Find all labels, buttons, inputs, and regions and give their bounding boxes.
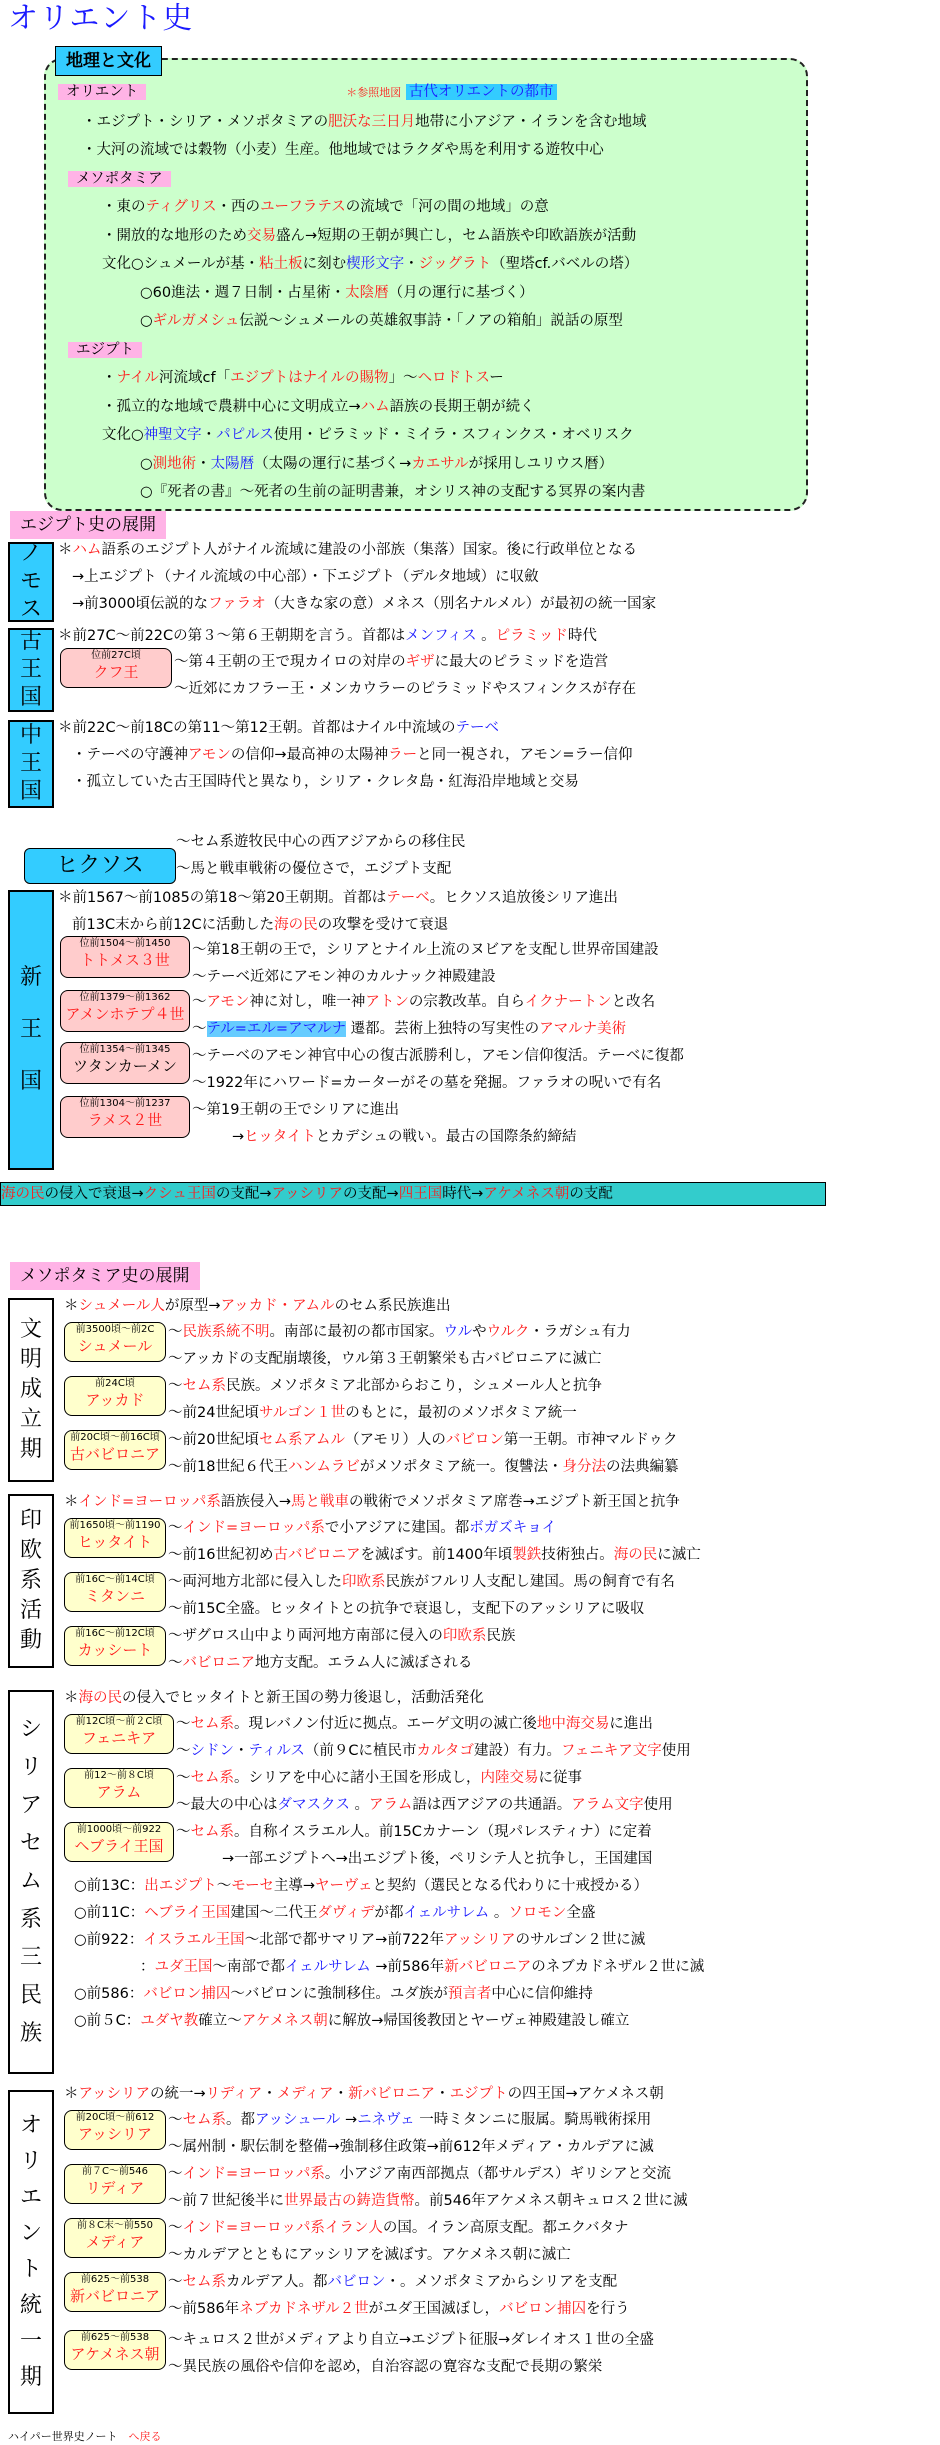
- text-line: ～テーベのアモン神官中心の復古派勝利し，アモン信仰復活。テーベに復都: [192, 1048, 684, 1064]
- pharaoh-box: 位前27C頃 クフ王: [60, 648, 172, 688]
- footer: [8, 2428, 161, 2444]
- text-line: ～セム系遊牧民中心の西アジアからの移住民: [176, 834, 466, 850]
- people-box: 前12～前８C頃 アラム: [64, 1768, 174, 1808]
- text-line: ・開放的な地形のため交易盛ん→短期の王朝が興亡し，セム語族や印欧語族が活動: [102, 227, 637, 244]
- text-line: ～前24世紀頃サルゴン１世のもとに，最初のメソポタミア統一: [168, 1405, 577, 1421]
- text-line: ～第18王朝の王で，シリアとナイル上流のヌビアを支配し世界帝国建設: [192, 942, 659, 958]
- people-box: 前1650頃～前1190 ヒッタイト: [64, 1518, 166, 1558]
- text-line: ：ユダ王国～南部で都イェルサレム →前586年新バビロニアのネブカドネザル２世に滅: [140, 1959, 705, 1975]
- text-line: ～最大の中心はダマスクス 。アラム語は西アジアの共通語。アラム文字使用: [176, 1797, 673, 1813]
- text-line: ＊前22C～前18Cの第11～第12王朝。首都はナイル中流域のテーベ: [58, 720, 500, 736]
- text-line: ～セム系。都アッシュール →ニネヴェ 一時ミタンニに服属。騎馬戦術採用: [168, 2112, 652, 2128]
- people-box: 前1000頃～前922 ヘブライ王国: [64, 1822, 174, 1862]
- orient-line-1: [58, 78, 647, 108]
- text-line: ～前20世紀頃セム系アムル（アモリ）人のバビロン第一王朝。市神マルドゥク: [168, 1432, 678, 1448]
- block-orient-unification: オ リ エ ン ト 統 一 期: [8, 2090, 54, 2414]
- text-line: ・エジプト・シリア・メソポタミアの肥沃な三日月地帯に小アジア・イランを含む地域: [82, 113, 647, 130]
- map-note: ＊参照地図: [346, 86, 402, 99]
- text-line: ＊インド=ヨーロッパ系語族侵入→馬と戦車の戦術でメソポタミア席巻→エジプト新王国と抗争: [64, 1494, 680, 1510]
- text-line: ～シドン・ティルス（前９Cに植民市カルタゴ建設）有力。フェニキア文字使用: [176, 1743, 691, 1759]
- text-line: ・東のティグリス・西のユーフラテスの流域で「河の間の地域」の意: [102, 199, 549, 215]
- mesopotamia-label: メソポタミア: [68, 171, 171, 187]
- text-line: ～インド=ヨーロッパ系イラン人の国。イラン高原支配。都エクバタナ: [168, 2220, 629, 2236]
- page-title: オリエント史: [8, 1, 194, 36]
- footer-site-name: ハイパー世界史ノート: [8, 2430, 118, 2443]
- text-line: ・ナイル河流域cf「エジプトはナイルの賜物」～ヘロドトスー: [102, 370, 504, 386]
- text-line: [58, 336, 647, 365]
- text-line: ～前15C全盛。ヒッタイトとの抗争で衰退し，支配下のアッシリアに吸収: [168, 1601, 645, 1617]
- text-line: ～セム系。シリアを中心に諸小王国を形成し，内陸交易に従事: [176, 1770, 582, 1786]
- orient-label: オリエント: [58, 84, 146, 100]
- text-line: ～アッカドの支配崩壊後，ウル第３王朝繁栄も古バビロニアに滅亡: [168, 1351, 602, 1367]
- text-line: ～セム系カルデア人。都バビロン・。メソポタミアからシリアを支配: [168, 2274, 618, 2290]
- middle-kingdom-label: 中 王 国: [8, 720, 54, 808]
- text-line: ～第19王朝の王でシリアに進出: [192, 1102, 399, 1118]
- people-box: 前20C頃～前16C頃 古バビロニア: [64, 1430, 166, 1470]
- text-line: ・孤立していた古王国時代と異なり，シリア・クレタ島・紅海沿岸地域と交易: [72, 774, 579, 790]
- egypt-history-heading: エジプト史の展開: [10, 511, 166, 539]
- text-line: ～前16世紀初め古バビロニアを滅ぼす。前1400年頃製鉄技術独占。海の民に滅亡: [168, 1547, 701, 1563]
- people-box: 前16C～前14C頃 ミタンニ: [64, 1572, 166, 1612]
- text-line: 前13C末から前12Cに活動した海の民の攻撃を受けて衰退: [72, 917, 449, 933]
- geography-tag: 地理と文化: [55, 46, 162, 76]
- people-box: 前12C頃～前２C頃 フェニキア: [64, 1714, 174, 1754]
- text-line: ～セム系民族。メソポタミア北部からおこり，シュメール人と抗争: [168, 1378, 602, 1394]
- text-line: 文化○神聖文字・パピルス使用・ピラミッド・ミイラ・スフィンクス・オベリスク: [102, 427, 634, 443]
- text-line: ～セム系。現レバノン付近に拠点。エーゲ文明の滅亡後地中海交易に進出: [176, 1716, 653, 1732]
- egypt-summary-bar: 海の民の侵入で衰退→クシュ王国の支配→アッシリアの支配→四王国時代→アケメネス朝の支配: [0, 1182, 826, 1206]
- text-line: ～インド=ヨーロッパ系。小アジア南西部拠点（都サルデス）ギリシアと交流: [168, 2166, 671, 2182]
- people-box: 前７C～前546 リディア: [64, 2164, 166, 2204]
- mesopotamia-history-heading: メソポタミア史の展開: [10, 1262, 200, 1290]
- text-line: ・孤立的な地域で農耕中心に文明成立→ハム語族の長期王朝が続く: [102, 398, 535, 415]
- block-civilization: 文 明 成 立 期: [8, 1298, 54, 1482]
- text-line: ＊アッシリアの統一→リディア・メディア・新バビロニア・エジプトの四王国→アケメネス朝: [64, 2086, 664, 2102]
- text-line: ～カルデアとともにアッシリアを滅ぼす。アケメネス朝に滅亡: [168, 2247, 571, 2263]
- text-line: ・テーベの守護神アモンの信仰→最高神の太陽神ラーと同一視され，アモン=ラー信仰: [72, 747, 633, 763]
- text-line: ～近郊にカフラー王・メンカウラーのピラミッドやスフィンクスが存在: [174, 681, 637, 697]
- text-line: ＊海の民の侵入でヒッタイトと新王国の勢力後退し，活動活発化: [64, 1690, 484, 1706]
- text-line: ・大河の流域では穀物（小麦）生産。他地域ではラクダや馬を利用する遊牧中心: [82, 142, 604, 158]
- pharaoh-box: 位前1354～前1345 ツタンカーメン: [60, 1042, 190, 1084]
- text-line: ～馬と戦車戦術の優位さで，エジプト支配: [176, 861, 452, 877]
- text-line: ～前586年ネブカドネザル２世がユダ王国滅ぼし，バビロン捕囚を行う: [168, 2301, 630, 2317]
- pharaoh-box: 位前1379～前1362 アメンホテプ４世: [60, 990, 190, 1032]
- text-line: ～第４王朝の王で現カイロの対岸のギザに最大のピラミッドを造営: [174, 654, 609, 670]
- people-box: 前24C頃 アッカド: [64, 1376, 166, 1416]
- pharaoh-box: 位前1304～前1237 ラメス２世: [60, 1096, 190, 1138]
- orient-map-link[interactable]: 古代オリエントの都市: [406, 84, 557, 100]
- people-box: 前８C末～前550 メディア: [64, 2218, 166, 2258]
- egypt-label: エジプト: [68, 342, 142, 358]
- pharaoh-box: 位前1504～前1450 トトメス３世: [60, 936, 190, 978]
- text-line: ＊前27C～前22Cの第３～第６王朝期を言う。首都はメンフィス 。ピラミッド時代: [58, 628, 597, 644]
- text-line: ～テル=エル=アマルナ 遷都。芸術上独特の写実性のアマルナ美術: [192, 1021, 627, 1037]
- text-line: ～異民族の風俗や信仰を認め，自治容認の寛容な支配で長期の繁栄: [168, 2359, 603, 2375]
- block-syria-semitic: シ リ ア セ ム 系 三 民 族: [8, 1690, 54, 2074]
- text-line: ～バビロニア地方支配。エラム人に滅ぼされる: [168, 1655, 473, 1671]
- people-box: 前16C～前12C頃 カッシート: [64, 1626, 166, 1666]
- people-box: 前625～前538 新バビロニア: [64, 2272, 166, 2312]
- text-line: ＊ハム語系のエジプト人がナイル流域に建設の小部族（集落）国家。後に行政単位となる: [58, 542, 637, 558]
- text-line: ○前922：イスラエル王国～北部で都サマリア→前722年アッシリアのサルゴン２世に滅: [74, 1932, 646, 1948]
- text-line: 文化○シュメールが基・粘土板に刻む楔形文字・ジッグラト（聖塔cf.バベルの塔）: [102, 256, 639, 272]
- text-line: ○『死者の書』～死者の生前の証明書兼，オシリス神の支配する冥界の案内書: [140, 484, 646, 500]
- text-line: ～セム系。自称イスラエル人。前15Cカナーン（現パレスティナ）に定着: [176, 1824, 652, 1840]
- people-box: 前625～前538 アケメネス朝: [64, 2330, 166, 2370]
- back-link[interactable]: へ戻る: [128, 2430, 162, 2443]
- text-line: ～1922年にハワード=カーターがその墓を発掘。ファラオの呪いで有名: [192, 1075, 662, 1091]
- text-line: ～属州制・駅伝制を整備→強制移住政策→前612年メディア・カルデアに滅: [168, 2139, 654, 2155]
- text-line: ～民族系統不明。南部に最初の都市国家。ウルやウルク・ラガシュ有力: [168, 1324, 631, 1340]
- text-line: ～前７世紀後半に世界最古の鋳造貨幣。前546年アケメネス朝キュロス２世に滅: [168, 2193, 688, 2209]
- people-box: 前3500頃～前2C シュメール: [64, 1322, 166, 1362]
- text-line: ～前18世紀６代王ハンムラビがメソポタミア統一。復讐法・身分法の法典編纂: [168, 1459, 679, 1475]
- block-indo-european: 印 欧 系 活 動: [8, 1494, 54, 1668]
- text-line: ○測地術・太陽暦（太陽の運行に基づく→カエサルが採用しユリウス暦）: [140, 455, 614, 472]
- text-line: ～ザグロス山中より両河地方南部に侵入の印欧系民族: [168, 1628, 516, 1644]
- text-line: →一部エジプトへ→出エジプト後，ペリシテ人と抗争し，王国建国: [222, 1851, 653, 1867]
- text-line: →ヒッタイトとカデシュの戦い。最古の国際条約締結: [232, 1129, 577, 1145]
- hyksos-label: ヒクソス: [24, 848, 176, 884]
- text-line: ～キュロス２世がメディアより自立→エジプト征服→ダレイオス１世の全盛: [168, 2332, 654, 2348]
- new-kingdom-label: 新 王 国: [8, 890, 54, 1170]
- text-line: ○ギルガメシュ伝説～シュメールの英雄叙事詩・「ノアの箱舶」説話の原型: [140, 313, 623, 329]
- text-line: ～テーベ近郊にアモン神のカルナック神殿建設: [192, 969, 496, 985]
- text-line: →前3000頃伝説的なファラオ（大きな家の意）メネス（別名ナルメル）が最初の統一国家: [72, 596, 657, 612]
- geography-lines: [58, 78, 647, 507]
- text-line: ○前586：バビロン捕囚～バビロンに強制移住。ユダ族が預言者中心に信仰維持: [74, 1986, 593, 2002]
- people-box: 前20C頃～前612 アッシリア: [64, 2110, 166, 2150]
- nomos-label: ノ モ ス: [8, 542, 54, 622]
- text-line: ○前11C：ヘブライ王国建国～二代王ダヴィデが都イェルサレム 。ソロモン全盛: [74, 1905, 596, 1921]
- text-line: ＊前1567～前1085の第18～第20王朝期。首都はテーベ。ヒクソス追放後シリア進出: [58, 890, 618, 906]
- text-line: ＊シュメール人が原型→アッカド・アムルのセム系民族進出: [64, 1298, 451, 1314]
- text-line: ○前５C：ユダヤ教確立～アケメネス朝に解放→帰国後教団とヤーヴェ神殿建設し確立: [74, 2013, 630, 2029]
- text-line: ～インド=ヨーロッパ系で小アジアに建国。都ボガズキョイ: [168, 1520, 557, 1536]
- text-line: →上エジプト（ナイル流域の中心部）・下エジプト（デルタ地域）に収斂: [72, 569, 539, 585]
- text-line: ～アモン神に対し，唯一神アトンの宗教改革。自らイクナートンと改名: [192, 994, 656, 1010]
- text-line: [58, 165, 647, 194]
- text-line: ○60進法・週７日制・占星術・太陰暦（月の運行に基づく）: [140, 284, 534, 301]
- old-kingdom-label: 古 王 国: [8, 628, 54, 712]
- text-line: ○前13C：出エジプト～モーセ主導→ヤーヴェと契約（選民となる代わりに十戒授かる）: [74, 1878, 648, 1894]
- text-line: ～両河地方北部に侵入した印欧系民族がフルリ人支配し建国。馬の飼育で有名: [168, 1574, 675, 1590]
